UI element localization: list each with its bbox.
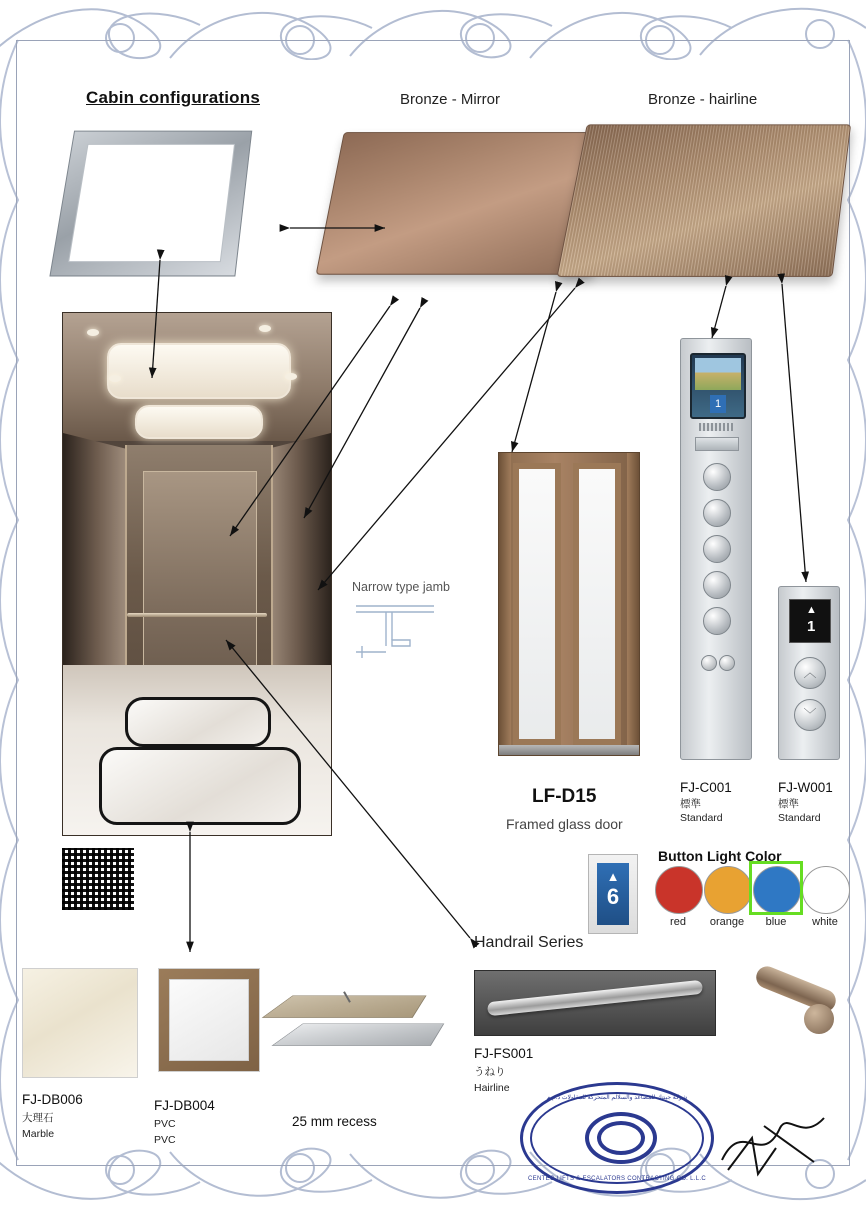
- badge-floor-number: 6: [606, 884, 620, 909]
- color-swatch-white[interactable]: [802, 866, 850, 914]
- heading-bronze-mirror: Bronze - Mirror: [400, 91, 501, 108]
- badge-inner: [597, 863, 629, 925]
- ceiling-light-panel-1: [107, 343, 291, 399]
- cop-button-small[interactable]: [701, 655, 717, 671]
- round-handrail-sample: [748, 968, 844, 1048]
- hall-display: [789, 599, 831, 643]
- badge-up-arrow-icon: ▲: [606, 869, 620, 884]
- handrail-photo: [474, 970, 716, 1036]
- button-light-color-heading: Button Light Color: [658, 848, 782, 864]
- swatch-label-blue: blue: [765, 916, 787, 928]
- floor-sample-pvc: [158, 968, 260, 1072]
- floor-sample-marble-code: FJ-DB006: [22, 1092, 83, 1107]
- page-title: Cabin configurations: [86, 88, 260, 107]
- stamp-bottom-text: CENTEC LIFTS & ESCALATORS CONTRACTING CO. L.L.C: [528, 1176, 706, 1182]
- cop-en-label: Standard: [680, 812, 723, 824]
- downlight-icon: [109, 375, 121, 382]
- hall-panel-jp-label: 標準: [778, 798, 799, 810]
- hall-call-button-down[interactable]: ﹀: [794, 699, 826, 731]
- narrow-jamb-label: Narrow type jamb: [352, 580, 450, 594]
- floor-sample-pvc-en: PVC: [154, 1134, 176, 1146]
- floor-sample-pvc-code: FJ-DB004: [154, 1098, 215, 1113]
- handrail-en-label: Hairline: [474, 1082, 510, 1094]
- floor-sample-pvc-jp: PVC: [154, 1118, 176, 1130]
- speaker-grille-icon: [699, 423, 733, 431]
- color-swatch-orange[interactable]: [704, 866, 752, 914]
- round-handrail-end-cap: [804, 1004, 834, 1034]
- hall-operating-panel: [778, 586, 840, 760]
- car-operating-panel: [680, 338, 752, 760]
- cop-button-small[interactable]: [719, 655, 735, 671]
- swatch-label-white: white: [812, 916, 838, 928]
- qr-code: [60, 846, 136, 912]
- door-code: LF-D15: [532, 786, 597, 807]
- ceiling-frame-inner: [68, 144, 235, 262]
- heading-bronze-hairline: Bronze - hairline: [648, 91, 758, 108]
- selected-color-outline: [749, 861, 803, 915]
- recess-slab: [262, 995, 427, 1017]
- recess-label: 25 mm recess: [292, 1114, 377, 1129]
- cop-card-slot: [695, 437, 739, 451]
- cop-button[interactable]: [703, 463, 731, 491]
- stamp-top-text: شركة جينتك للمصاعد والسلالم المتحركة للمقاولات ذ.م.م: [546, 1095, 688, 1101]
- cabin-handrail: [127, 613, 267, 617]
- door-jamb-left: [499, 453, 511, 755]
- color-swatch-red[interactable]: [655, 866, 703, 914]
- button-color-swatches: [655, 866, 845, 938]
- handrail-series-heading: Handrail Series: [474, 934, 584, 951]
- cop-code: FJ-C001: [680, 780, 732, 795]
- floor-sample-pvc-inner: [169, 979, 249, 1061]
- floor-sample-marble-en: Marble: [22, 1128, 55, 1140]
- ceiling-light-panel-2: [135, 405, 263, 439]
- stamp-logo-inner: [597, 1121, 645, 1155]
- up-arrow-icon: ▲: [806, 604, 817, 616]
- handrail-bar: [487, 980, 703, 1017]
- narrow-jamb-drawing: [352, 600, 438, 662]
- cabin-interior-photo: [62, 312, 332, 836]
- door-description: Framed glass door: [506, 816, 623, 832]
- hall-panel-code: FJ-W001: [778, 780, 833, 795]
- bronze-hairline-sheet: [557, 124, 852, 277]
- recess-tray: [271, 1023, 444, 1045]
- cop-jp-label: 標準: [680, 798, 701, 810]
- cop-button[interactable]: [703, 499, 731, 527]
- floor-recess-diagram: [272, 985, 444, 1065]
- floor-sample-marble-jp: 大理石: [22, 1112, 54, 1124]
- door-jamb-right: [627, 453, 639, 755]
- cop-button[interactable]: [703, 607, 731, 635]
- cop-button[interactable]: [703, 571, 731, 599]
- ceiling-frame-sample: [49, 131, 252, 277]
- hall-panel-en-label: Standard: [778, 812, 821, 824]
- framed-glass-door: [498, 452, 640, 756]
- handrail-jp-label: うねり: [474, 1066, 506, 1078]
- company-stamp: [520, 1082, 714, 1194]
- floor-sample-marble: [22, 968, 138, 1078]
- swatch-label-red: red: [670, 916, 686, 928]
- signature: [718, 1108, 838, 1178]
- cop-floor-indicator: 1: [710, 395, 726, 413]
- swatch-label-orange: orange: [709, 916, 745, 928]
- hall-floor-indicator: 1: [807, 618, 816, 635]
- floor-indicator-badge: [588, 854, 638, 934]
- cop-button[interactable]: [703, 535, 731, 563]
- cabin-floor: [63, 665, 331, 835]
- cop-display-screen: [690, 353, 746, 419]
- floor-tile-far: [125, 697, 271, 747]
- door-leaf-right: [573, 463, 621, 745]
- handrail-code: FJ-FS001: [474, 1046, 534, 1061]
- door-leaf-left: [513, 463, 561, 745]
- cop-screen-image: [695, 358, 741, 390]
- downlight-icon: [285, 373, 297, 380]
- hall-call-button-up[interactable]: ︿: [794, 657, 826, 689]
- floor-tile-near: [99, 747, 301, 825]
- door-sill: [499, 745, 639, 755]
- downlight-icon: [259, 325, 271, 332]
- downlight-icon: [87, 329, 99, 336]
